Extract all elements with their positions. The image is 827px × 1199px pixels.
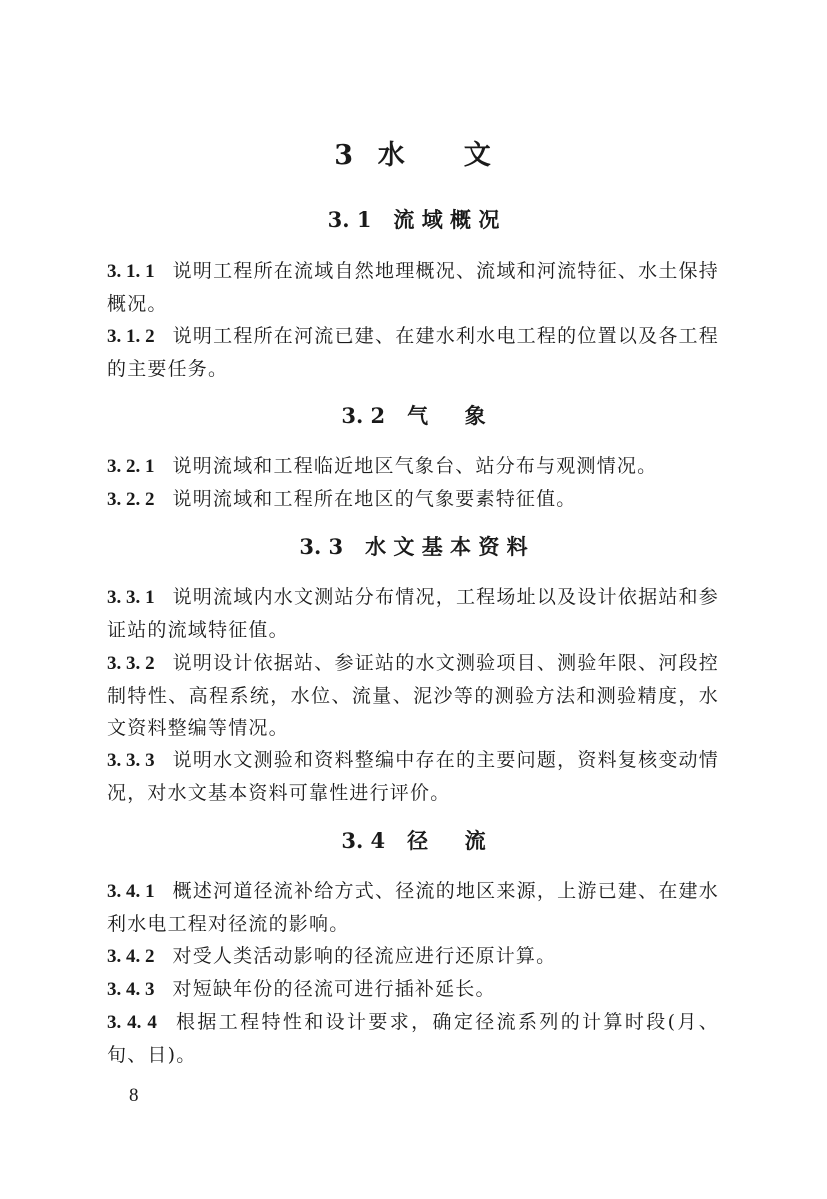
clause-3-4-2 — [107, 940, 719, 973]
clause-number: 3. 4. 4 — [107, 1012, 157, 1033]
clause-3-2-1 — [107, 450, 719, 483]
clause-3-4-4 — [107, 1006, 719, 1071]
chapter-title: 3 水 文 — [334, 140, 493, 171]
clause-3-1-2 — [107, 320, 719, 385]
section-title-3-1: 3. 1 流 域 概 况 — [327, 207, 500, 232]
clause-text: 说明设计依据站、参证站的水文测验项目、测验年限、河段控制特性、高程系统，水位、流量、泥沙等的测验方法和测验精度，水文资料整编等情况。 — [107, 652, 719, 739]
clause-text: 概述河道径流补给方式、径流的地区来源，上游已建、在建水利水电工程对径流的影响。 — [107, 880, 719, 935]
clause-number: 3. 1. 1 — [107, 261, 155, 282]
clause-text: 说明工程所在河流已建、在建水利水电工程的位置以及各工程的主要任务。 — [107, 325, 719, 380]
clause-text: 说明流域和工程临近地区气象台、站分布与观测情况。 — [172, 455, 658, 477]
clause-3-2-2 — [107, 483, 719, 516]
clause-number: 3. 4. 1 — [107, 881, 155, 902]
clause-3-3-3 — [107, 744, 719, 809]
clause-text: 说明流域和工程所在地区的气象要素特征值。 — [172, 488, 577, 510]
clause-3-3-1 — [107, 581, 719, 646]
clause-number: 3. 2. 2 — [107, 489, 155, 510]
clause-number: 3. 4. 2 — [107, 946, 155, 967]
clause-number: 3. 3. 2 — [107, 653, 155, 674]
section-title-3-4: 3. 4 径 流 — [341, 828, 486, 853]
clause-number: 3. 1. 2 — [107, 326, 155, 347]
clause-number: 3. 4. 3 — [107, 979, 155, 1000]
section-title-3-3: 3. 3 水 文 基 本 资 料 — [299, 534, 528, 559]
clause-number: 3. 3. 3 — [107, 750, 155, 771]
clause-number: 3. 2. 1 — [107, 456, 155, 477]
clause-text: 说明水文测验和资料整编中存在的主要问题，资料复核变动情况，对水文基本资料可靠性进行评价。 — [107, 749, 719, 804]
clause-text: 说明工程所在流域自然地理概况、流域和河流特征、水土保持概况。 — [107, 260, 719, 315]
clause-3-4-1 — [107, 875, 719, 940]
page-number: 8 — [129, 1085, 139, 1106]
clause-text: 根据工程特性和设计要求，确定径流系列的计算时段(月、旬、日)。 — [107, 1011, 720, 1066]
clause-number: 3. 3. 1 — [107, 587, 155, 608]
section-title-3-2: 3. 2 气 象 — [341, 403, 486, 428]
clause-text: 对受人类活动影响的径流应进行还原计算。 — [172, 945, 557, 967]
clause-3-3-2 — [107, 647, 719, 744]
clause-text: 说明流域内水文测站分布情况，工程场址以及设计依据站和参证站的流域特征值。 — [107, 586, 719, 641]
clause-3-4-3 — [107, 973, 719, 1006]
clause-3-1-1 — [107, 255, 719, 320]
clause-text: 对短缺年份的径流可进行插补延长。 — [172, 978, 496, 1000]
